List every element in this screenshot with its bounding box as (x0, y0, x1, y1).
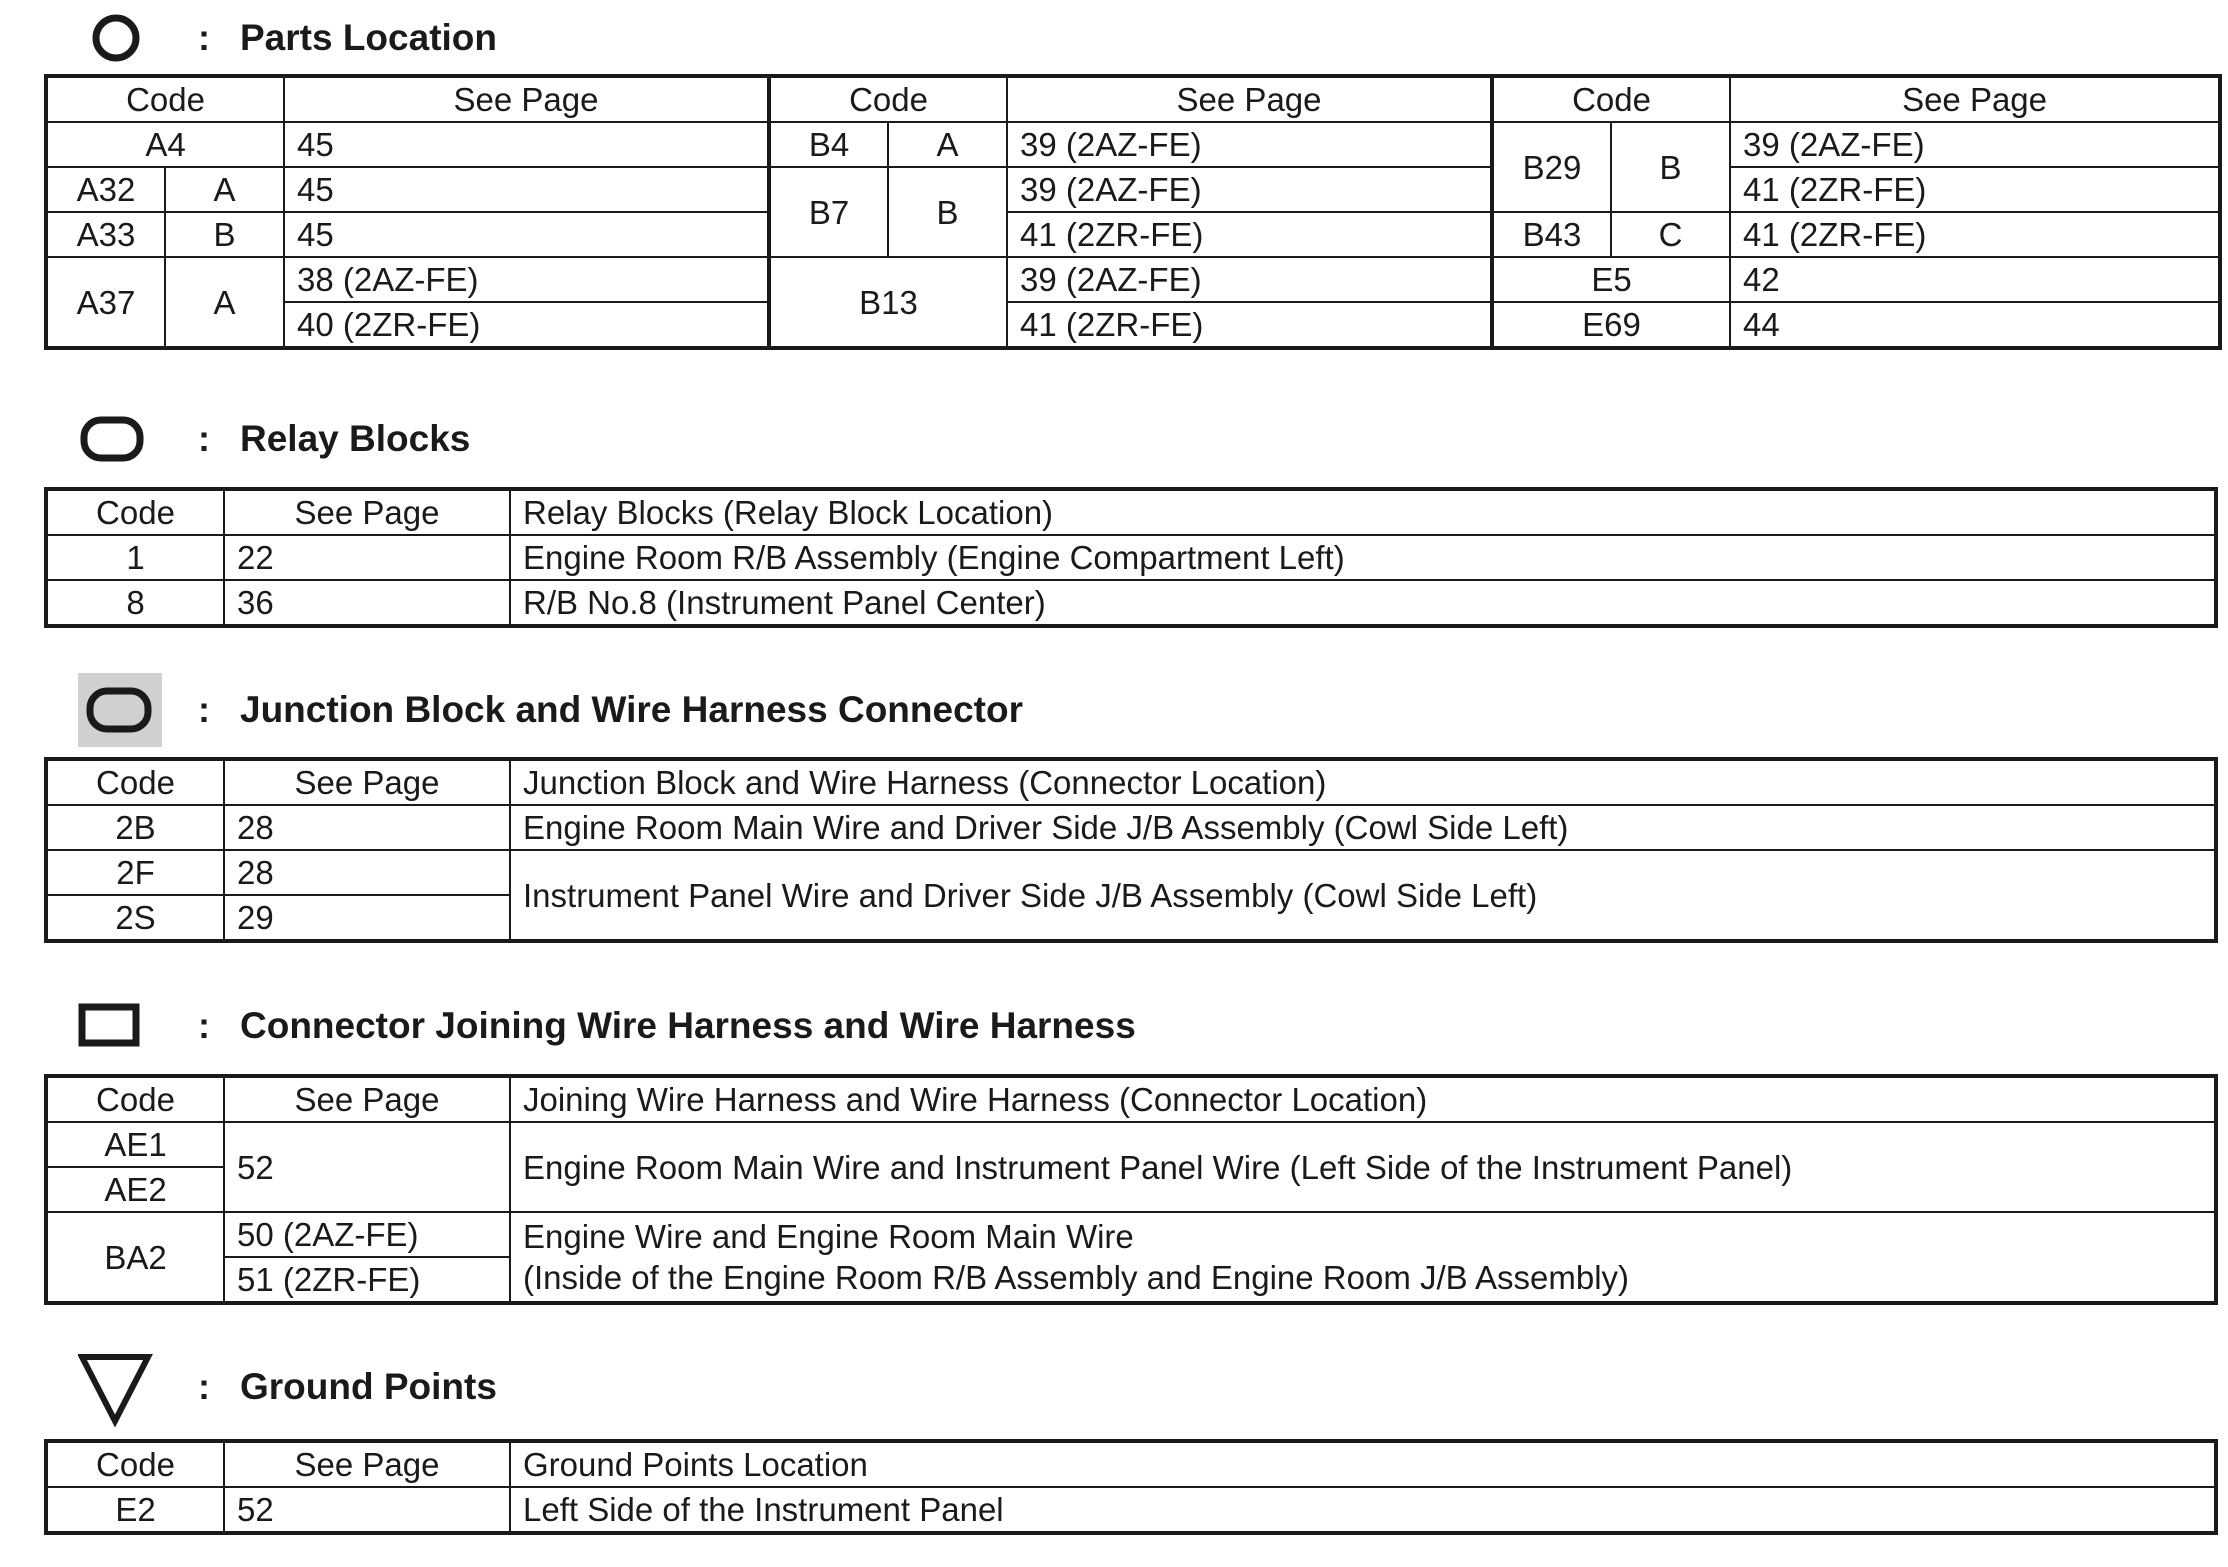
code-cell: 2F (46, 850, 224, 895)
code-cell: AE2 (46, 1167, 224, 1212)
colon: : (198, 17, 210, 58)
code-cell: E5 (1492, 257, 1730, 302)
header-code: Code (1492, 76, 1730, 122)
description-cell: Left Side of the Instrument Panel (510, 1487, 2216, 1533)
ground-points-table (44, 1439, 2218, 1535)
sub-code-cell: C (1611, 212, 1730, 257)
header-code: Code (46, 1441, 224, 1487)
header-code: Code (46, 759, 224, 805)
page-cell: 41 (2ZR-FE) (1730, 167, 2220, 212)
connector-joining-table (44, 1074, 2218, 1305)
code-cell: A37 (46, 257, 165, 348)
table-row (46, 580, 2216, 626)
sub-code-cell: A (165, 257, 284, 348)
page-cell: 41 (2ZR-FE) (1007, 302, 1492, 348)
page-cell: 42 (1730, 257, 2220, 302)
code-cell: A32 (46, 167, 165, 212)
sub-code-cell: A (888, 122, 1007, 167)
page-cell: 52 (224, 1487, 510, 1533)
header-see-page: See Page (224, 759, 510, 805)
page-cell: 41 (2ZR-FE) (1007, 212, 1492, 257)
code-cell: B4 (769, 122, 888, 167)
table-header-row (46, 489, 2216, 535)
page-cell: 39 (2AZ-FE) (1007, 257, 1492, 302)
colon: : (198, 1366, 210, 1407)
description-cell: R/B No.8 (Instrument Panel Center) (510, 580, 2216, 626)
sub-code-cell: B (165, 212, 284, 257)
sub-code-cell: B (888, 167, 1007, 257)
code-cell: E69 (1492, 302, 1730, 348)
table-row (46, 257, 2220, 302)
page-cell: 38 (2AZ-FE) (284, 257, 769, 302)
page-cell: 40 (2ZR-FE) (284, 302, 769, 348)
description-cell (510, 1212, 2216, 1303)
header-description: Joining Wire Harness and Wire Harness (Connector Location) (510, 1076, 2216, 1122)
sub-code-cell: B (1611, 122, 1730, 212)
header-code: Code (769, 76, 1007, 122)
code-cell: 1 (46, 535, 224, 580)
code-cell: E2 (46, 1487, 224, 1533)
code-cell: B13 (769, 257, 1007, 348)
table-header-row (46, 76, 2220, 122)
table-row (46, 1122, 2216, 1167)
table-row (46, 302, 2220, 348)
code-cell: B7 (769, 167, 888, 257)
table-header-row (46, 759, 2216, 805)
header-description: Relay Blocks (Relay Block Location) (510, 489, 2216, 535)
header-code: Code (46, 1076, 224, 1122)
header-code: Code (46, 489, 224, 535)
header-description: Ground Points Location (510, 1441, 2216, 1487)
page-cell: 44 (1730, 302, 2220, 348)
relay-blocks-heading (0, 407, 1300, 471)
page-cell: 45 (284, 167, 769, 212)
table-row (46, 212, 2220, 257)
junction-block-heading (0, 678, 1300, 742)
header-see-page: See Page (224, 489, 510, 535)
table-row (46, 122, 2220, 167)
description-cell: Instrument Panel Wire and Driver Side J/B Assembly (Cowl Side Left) (510, 850, 2216, 941)
parts-location-heading (0, 6, 1300, 70)
page-cell: 28 (224, 850, 510, 895)
header-see-page: See Page (284, 76, 769, 122)
header-see-page: See Page (224, 1441, 510, 1487)
code-cell: A4 (46, 122, 284, 167)
page-cell: 41 (2ZR-FE) (1730, 212, 2220, 257)
table-row (46, 1212, 2216, 1257)
code-cell: 2B (46, 805, 224, 850)
page-cell: 22 (224, 535, 510, 580)
section-title: Ground Points (240, 1366, 497, 1407)
code-cell: B29 (1492, 122, 1611, 212)
shaded-rounded-rect-icon (78, 678, 158, 742)
section-title: Connector Joining Wire Harness and Wire Harness (240, 1005, 1136, 1046)
code-cell: A33 (46, 212, 165, 257)
ground-points-heading (0, 1355, 1300, 1419)
junction-block-table (44, 757, 2218, 943)
page-cell: 50 (2AZ-FE) (224, 1212, 510, 1257)
page-cell: 51 (2ZR-FE) (224, 1257, 510, 1303)
header-see-page: See Page (1007, 76, 1492, 122)
section-title: Junction Block and Wire Harness Connector (240, 689, 1023, 730)
down-triangle-icon (78, 1347, 158, 1421)
description-line: Engine Wire and Engine Room Main Wire (523, 1218, 1134, 1255)
code-cell: 8 (46, 580, 224, 626)
circle-icon (78, 6, 158, 70)
description-cell: Engine Room Main Wire and Instrument Panel Wire (Left Side of the Instrument Panel) (510, 1122, 2216, 1212)
table-header-row (46, 1076, 2216, 1122)
colon: : (198, 689, 210, 730)
section-title: Relay Blocks (240, 418, 471, 459)
code-cell: B43 (1492, 212, 1611, 257)
page-cell: 36 (224, 580, 510, 626)
page-cell: 45 (284, 212, 769, 257)
description-cell: Engine Room R/B Assembly (Engine Compartment Left) (510, 535, 2216, 580)
code-cell: 2S (46, 895, 224, 941)
relay-blocks-table (44, 487, 2218, 628)
page-cell: 39 (2AZ-FE) (1007, 167, 1492, 212)
page-cell: 39 (2AZ-FE) (1730, 122, 2220, 167)
parts-location-table (44, 74, 2222, 350)
page-cell: 45 (284, 122, 769, 167)
page-cell: 39 (2AZ-FE) (1007, 122, 1492, 167)
description-cell: Engine Room Main Wire and Driver Side J/B Assembly (Cowl Side Left) (510, 805, 2216, 850)
page-cell: 29 (224, 895, 510, 941)
code-cell: BA2 (46, 1212, 224, 1303)
colon: : (198, 1005, 210, 1046)
sub-code-cell: A (165, 167, 284, 212)
header-description: Junction Block and Wire Harness (Connector Location) (510, 759, 2216, 805)
header-code: Code (46, 76, 284, 122)
square-icon (78, 994, 158, 1058)
colon: : (198, 418, 210, 459)
description-line: (Inside of the Engine Room R/B Assembly and Engine Room J/B Assembly) (523, 1259, 1630, 1296)
header-see-page: See Page (224, 1076, 510, 1122)
connector-joining-heading (0, 994, 1300, 1058)
page-cell: 28 (224, 805, 510, 850)
header-see-page: See Page (1730, 76, 2220, 122)
page-cell: 52 (224, 1122, 510, 1212)
table-row (46, 850, 2216, 895)
table-row (46, 805, 2216, 850)
section-title: Parts Location (240, 17, 497, 58)
rounded-rect-icon (78, 407, 158, 471)
code-cell: AE1 (46, 1122, 224, 1167)
table-row (46, 167, 2220, 212)
table-header-row (46, 1441, 2216, 1487)
table-row (46, 1487, 2216, 1533)
table-row (46, 535, 2216, 580)
